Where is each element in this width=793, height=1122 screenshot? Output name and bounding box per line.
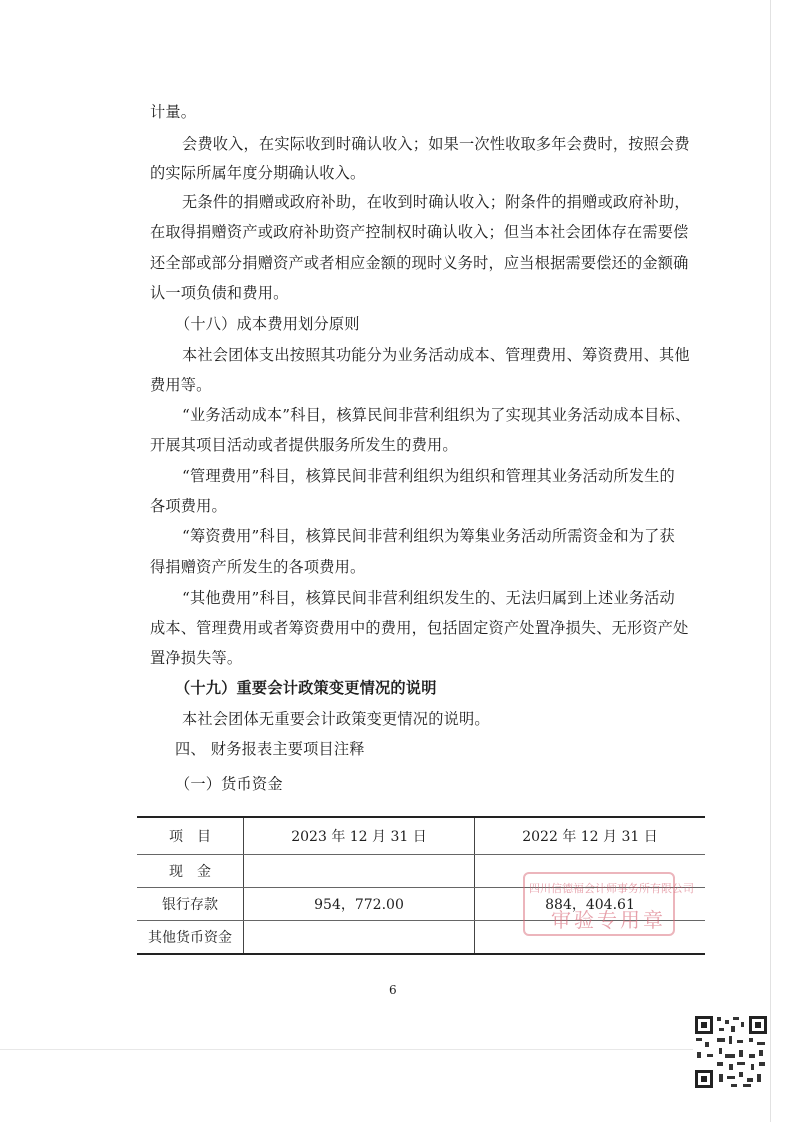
paragraph-line: 费用等。 [150, 376, 212, 394]
row-label: 其他货币资金 [137, 921, 244, 955]
qr-code-icon [693, 1014, 769, 1090]
paragraph-line: 本社会团体无重要会计政策变更情况的说明。 [182, 710, 490, 728]
section-heading: （一）货币资金 [175, 775, 283, 793]
paragraph-line: 置净损失等。 [150, 649, 243, 667]
paragraph-line: 认一项负债和费用。 [150, 284, 289, 302]
table-header-row [137, 817, 705, 855]
header-2023: 2023 年 12 月 31 日 [244, 817, 475, 855]
row-label: 银行存款 [137, 888, 244, 921]
page-edge-line [770, 0, 771, 1122]
paragraph-line: 各项费用。 [150, 497, 227, 515]
paragraph-line: “其他费用”科目，核算民间非营利组织发生的、无法归属到上述业务活动 [182, 589, 675, 607]
scan-line [0, 1049, 700, 1050]
header-item: 项 目 [137, 817, 244, 855]
paragraph-line: 无条件的捐赠或政府补助，在收到时确认收入；附条件的捐赠或政府补助， [182, 193, 690, 211]
value-2022: 884，404.61 [475, 888, 706, 921]
chapter-heading: 四、 财务报表主要项目注释 [175, 740, 365, 758]
stamp-company: 四川信德福会计师事务所有限公司 [529, 882, 694, 895]
paragraph-line: 计量。 [150, 103, 197, 121]
paragraph-line: 的实际所属年度分期确认收入。 [150, 164, 366, 182]
paragraph-line: “业务活动成本”科目，核算民间非营利组织为了实现其业务活动成本目标、 [182, 406, 691, 424]
value-2023: 954，772.00 [244, 888, 475, 921]
paragraph-line: 本社会团体支出按照其功能分为业务活动成本、管理费用、筹资费用、其他 [182, 346, 690, 364]
paragraph-line: “管理费用”科目，核算民间非营利组织为组织和管理其业务活动所发生的 [182, 467, 675, 485]
paragraph-line: 在取得捐赠资产或政府补助资产控制权时确认收入；但当本社会团体存在需要偿 [150, 223, 689, 241]
audit-stamp [523, 872, 694, 936]
section-heading: （十九）重要会计政策变更情况的说明 [175, 679, 437, 697]
paragraph-line: “筹资费用”科目，核算民间非营利组织为筹集业务活动所需资金和为了获 [182, 527, 675, 545]
paragraph-line: 得捐赠资产所发生的各项费用。 [150, 558, 366, 576]
row-label: 现 金 [137, 855, 244, 888]
paragraph-line: 开展其项目活动或者提供服务所发生的费用。 [150, 436, 458, 454]
section-heading: （十八）成本费用划分原则 [175, 315, 360, 333]
paragraph-line: 成本、管理费用或者筹资费用中的费用，包括固定资产处置净损失、无形资产处 [150, 619, 689, 637]
stamp-title: 审验专用章 [551, 908, 666, 932]
value-2023 [244, 855, 475, 888]
paragraph-line: 还全部或部分捐赠资产或者相应金额的现时义务时，应当根据需要偿还的金额确 [150, 254, 689, 272]
paragraph-line: 会费收入，在实际收到时确认收入；如果一次性收取多年会费时，按照会费 [182, 135, 690, 153]
page-number: 6 [389, 983, 397, 997]
value-2023 [244, 921, 475, 955]
header-2022: 2022 年 12 月 31 日 [475, 817, 706, 855]
